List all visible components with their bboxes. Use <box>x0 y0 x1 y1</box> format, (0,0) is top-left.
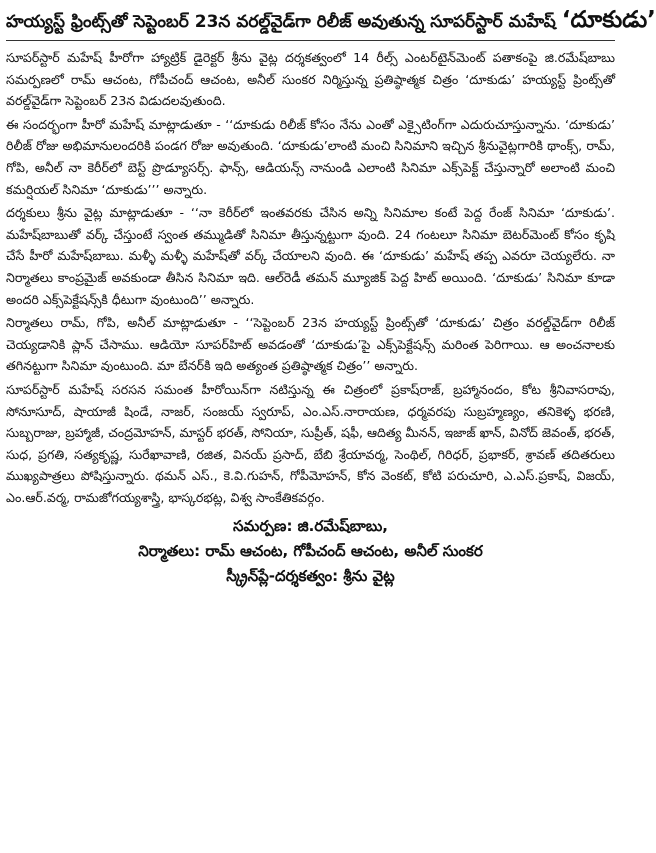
paragraph-director-quote: దర్శకులు శ్రీను వైట్ల మాట్లాడుతూ - ‘‘నా కెరీర్‌లో ఇంతవరకు చేసిన అన్ని సినిమాల కంటే పెద్ద రేంజ్ సినిమా ‘దూకుడు’. మహేష్‌బాబుతో వర్క్ చేస్తుంటే స్వంత తమ్ముడితో సినిమా తీస్తున్నట్టుగా వుంది. 24 గంటలూ సినిమా బెటర్‌మెంట్ కోసం కృషి చేసే హీరో మహేష్‌బాబు. మళ్ళీ మళ్ళీ మహేష్‌తో వర్క్ చేయాలని వుంది. ఈ ‘దూకుడు’ మహేష్ తప్ప ఎవరూ చెయ్యలేరు. నా నిర్మాతలు కాంప్రమైజ్ అవకుండా తీసిన సినిమా ఇది. ఆల్‌రెడీ తమన్ మ్యూజిక్ పెద్ద హిట్ అయింది. ‘దూకుడు’ సినిమా కూడా అందరి ఎక్స్‌పెక్టేషన్స్‌కి ధీటుగా వుంటుంది’’ అన్నారు. <box>6 205 615 307</box>
paragraph-cast-crew: సూపర్‌స్టార్ మహేష్ సరసన సమంత హీరోయిన్‌గా నటిస్తున్న ఈ చిత్రంలో ప్రకాష్‌రాజ్, బ్రహ్మానందం, కోట శ్రీనివాసరావు, సోనూసూద్, షాయాజీ షిండే, నాజర్, సంజయ్ స్వరూప్, ఎం.ఎస్.నారాయణ, ధర్మవరపు సుబ్రహ్మణ్యం, తనికెళ్ళ భరణి, సుబ్బరాజు, బ్రహ్మాజీ, చంద్రమోహన్, మాస్టర్ భరత్, సోనియా, సుప్రీత్, షఫీ, ఆదిత్య మీనన్, ఇజాజ్ ఖాన్, వినోద్ జెవంత్, భరత్, సుధ, ప్రగతి, సత్యకృష్ణ, సురేఖావాణి, రజిత, వినయ్ ప్రసాద్, బేబి శ్రేయావర్మ, సెంథిల్, గిరిధర్, ప్రభాకర్, శ్రావణ్ తదితరులు ముఖ్యపాత్రలు పోషిస్తున్నారు. థమన్ ఎస్., కె.వి.గుహన్, గోపీమోహన్, కోన వెంకట్, కోటి పరుచూరి, ఎ.ఎస్.ప్రకాష్, విజయ్, ఎం.ఆర్.వర్మ, రామజోగయ్యశాస్త్రి, భాస్కరభట్ల, విశ్వ సాంకేతికవర్గం. <box>6 381 615 505</box>
credit-producers: నిర్మాతలు: రామ్ ఆచంట, గోపీచంద్ ఆచంట, అనీల్ సుంకర <box>138 542 483 561</box>
headline-divider <box>6 40 615 41</box>
headline-text: హయ్యస్ట్ ఫ్రింట్స్‌తో సెప్టెంబర్ 23న వరల్డ్‌వైడ్‌గా రిలీజ్ అవుతున్న సూపర్‌స్టార్ మహేష్ <box>6 12 562 32</box>
credit-presenter: సమర్పణ: జి.రమేష్‌బాబు, <box>232 517 389 536</box>
headline-movie-title: ‘దూకుడు’ <box>561 7 656 33</box>
paragraph-hero-quote: ఈ సందర్భంగా హీరో మహేష్ మాట్లాడుతూ - ‘‘దూకుడు రిలీజ్ కోసం నేను ఎంతో ఎక్సైటింగ్‌గా ఎదురుచూస్తున్నాను. ‘దూకుడు’ రిలీజ్ రోజు అభిమానులందరికి పండగ రోజు అవుతుంది. ‘దూకుడు’లాంటి మంచి సినిమాని ఇచ్చిన శ్రీనువైట్లగారికి థాంక్స్, రామ్, గోపి, అనీల్ నా కెరీర్‌లో బెస్ట్ ప్రొడ్యూసర్స్. ఫాన్స్, ఆడియన్స్ నానుండి ఎలాంటి సినిమా ఎక్స్‌పెక్ట్ చేస్తున్నారో అలాంటి మంచి కమర్షియల్ సినిమా ‘దూకుడు’’’ అన్నారు. <box>6 116 615 197</box>
credit-director: స్క్రీన్‌ప్లే-దర్శకత్వం: శ్రీను వైట్ల <box>226 567 395 586</box>
credits-block <box>6 514 615 589</box>
paragraph-intro: సూపర్‌స్టార్ మహేష్ హీరోగా హ్యాట్రిక్ డైరెక్టర్ శ్రీను వైట్ల దర్శకత్వంలో 14 రీల్స్ ఎంటర్‌టైన్‌మెంట్ పతాకంపై జి.రమేష్‌బాబు సమర్పణలో రామ్ ఆచంట, గోపీచంద్ ఆచంట, అనీల్ సుంకర నిర్మిస్తున్న ప్రతిష్ఠాత్మక చిత్రం ‘దూకుడు’ హయ్యస్ట్ ప్రింట్స్‌తో వరల్డ్‌వైడ్‌గా సెప్టెంబర్ 23న విడుదలవుతుంది. <box>6 50 615 109</box>
headline <box>6 6 656 36</box>
paragraph-producers-quote: నిర్మాతలు రామ్, గోపి, అనీల్ మాట్లాడుతూ - ‘‘సెప్టెంబర్ 23న హయ్యస్ట్ ప్రింట్స్‌తో ‘దూకుడు’ చిత్రం వరల్డ్‌వైడ్‌గా రిలీజ్ చెయ్యడానికి ప్లాన్ చేసాము. ఆడియో సూపర్‌హిట్ అవడంతో ‘దూకుడు’పై ఎక్స్‌పెక్టేషన్స్ మరింత పెరిగాయి. ఆ అంచనాలకు తగినట్టుగా సినిమా వుంటుంది. మా బేనర్‌కి ఇది అత్యంత ప్రతిష్ఠాత్మక చిత్రం’’ అన్నారు. <box>6 315 615 374</box>
